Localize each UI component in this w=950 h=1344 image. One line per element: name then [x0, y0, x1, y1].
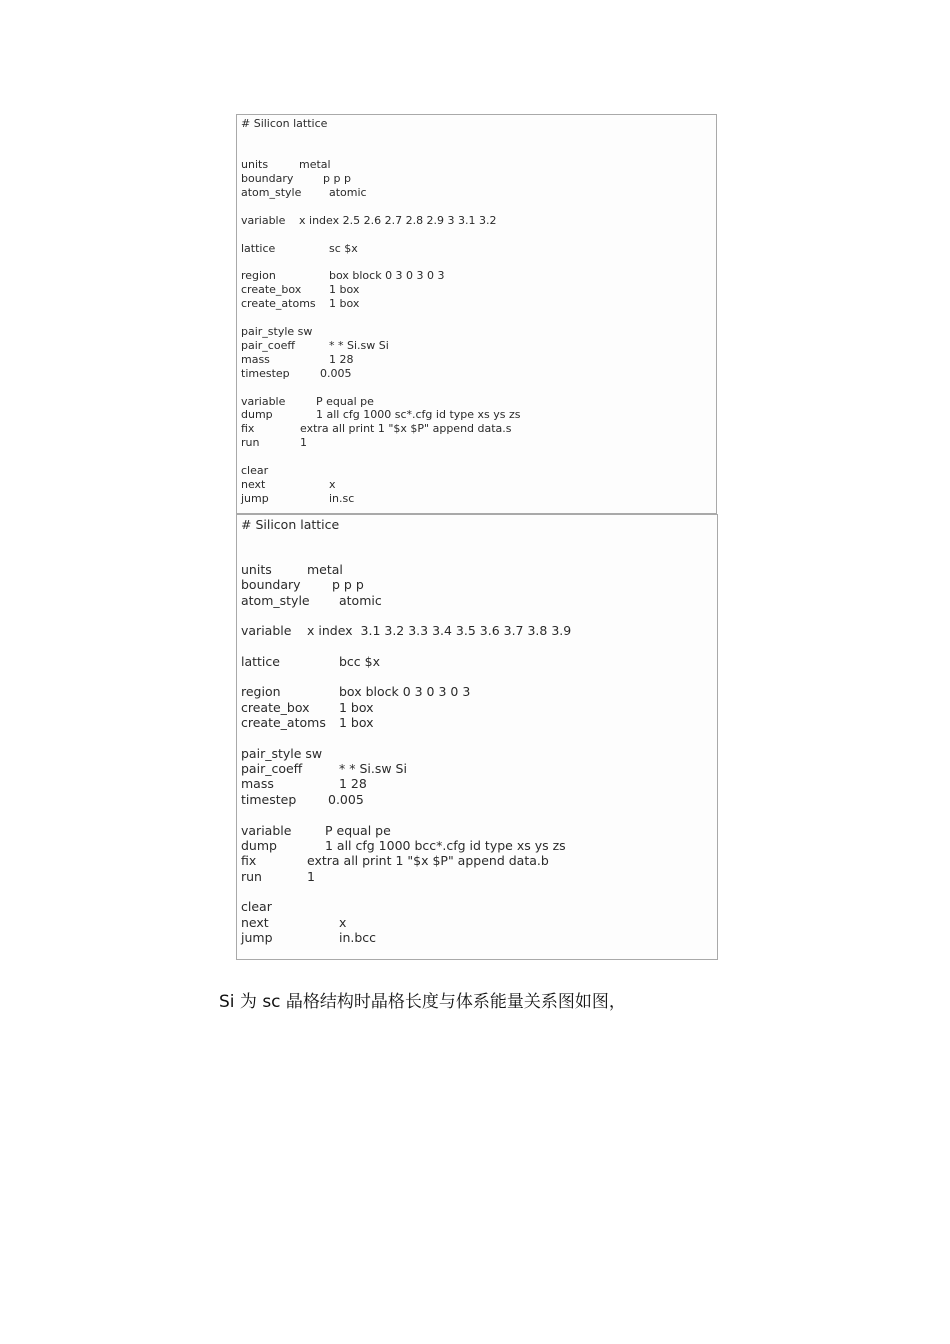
- comment-line: # Silicon lattice: [241, 517, 340, 532]
- comment-line: # Silicon lattice: [241, 117, 328, 130]
- code-screenshot-bcc: # Silicon lattice units metal boundary p p p atom_style atomic variable x index 3.1 3.2 3.3 3.4 3.5 3.6 3.7 3.8 3.9 lattice bcc $x region box block 0 3 0 3 0 3 create_box 1 box create_atoms 1 box pair_style sw pair_coeff * * Si.sw Si mass 1 28 timestep 0.005 variable P equal pe dump 1 all cfg 1000 bcc*.cfg id type xs ys zs fix extra all print 1 "$x $P" append data.b run 1 clear next x jump in.bcc: [236, 514, 718, 960]
- figure-caption: Si 为 sc 晶格结构时晶格长度与体系能量关系图如图，: [219, 992, 626, 1012]
- code-screenshot-sc: # Silicon lattice units metal boundary p p p atom_style atomic variable x index 2.5 2.6 2.7 2.8 2.9 3 3.1 3.2 lattice sc $x region box block 0 3 0 3 0 3 create_box 1 box create_atoms 1 box pair_style sw pair_coeff * * Si.sw Si mass 1 28 timestep 0.005 variable P equal pe dump 1 all cfg 1000 sc*.cfg id type xs ys zs fix extra all print 1 "$x $P" append data.s run 1 clear next x jump in.sc: [236, 114, 717, 514]
